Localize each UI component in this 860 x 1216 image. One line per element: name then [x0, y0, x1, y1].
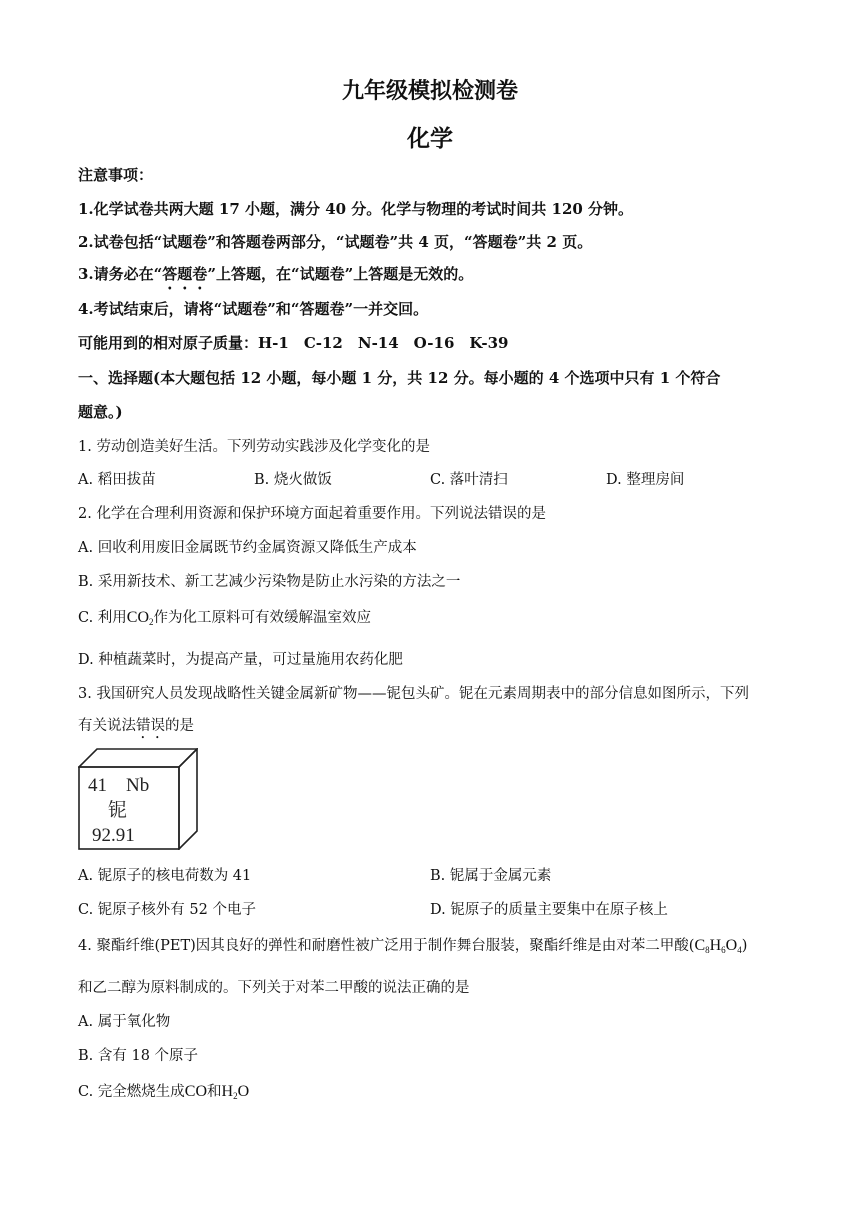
note-item-2: 2.试卷包括“试题卷”和答题卷两部分，“试题卷”共 4 页，“答题卷”共 2 页。 — [78, 233, 593, 251]
cell-side-face — [179, 749, 197, 849]
q4-stem-line1 — [78, 934, 747, 955]
q2-option-c-before: C. 利用 — [78, 610, 127, 626]
exam-title: 九年级模拟检测卷 — [341, 78, 518, 104]
q4-h2o-o: O — [237, 1083, 250, 1100]
q2-option-c-after: 作为化工原料可有效缓解温室效应 — [153, 610, 372, 626]
section-heading-line1: 一、选择题(本大题包括 12 小题，每小题 1 分，共 12 分。每小题的 4 个选项中只有 1 个符合 — [78, 369, 721, 387]
note-item-3-after: ”上答题，在“试题卷”上答题是无效的。 — [207, 265, 474, 283]
q2-co2-formula — [127, 609, 154, 626]
q3-stem-after: 的是 — [165, 718, 194, 734]
q4-stem-end: ) — [741, 938, 748, 954]
q4-option-a: A. 属于氧化物 — [78, 1014, 171, 1030]
note-item-4: 4.考试结束后，请将“试题卷”和“答题卷”一并交回。 — [78, 300, 429, 318]
q2-option-c — [78, 606, 371, 627]
q4-option-c-mid: 和 — [207, 1084, 222, 1100]
notes-heading: 注意事项： — [78, 166, 154, 184]
q2-co2-sub: 2 — [149, 617, 154, 627]
q1-stem: 1. 劳动创造美好生活。下列劳动实践涉及化学变化的是 — [78, 439, 430, 455]
q1-option-d: D. 整理房间 — [606, 472, 685, 488]
q3-stem-line2 — [78, 714, 194, 742]
q3-option-d: D. 铌原子的质量主要集中在原子核上 — [430, 902, 668, 918]
q4-formula-h: H — [709, 937, 722, 954]
q3-stem-before: 有关说法 — [78, 718, 136, 734]
q3-stem-line1: 3. 我国研究人员发现战略性关键金属新矿物——铌包头矿。铌在元素周期表中的部分信息如图所示，下列 — [78, 686, 749, 702]
periodic-table-cell — [78, 748, 198, 850]
q3-option-b: B. 铌属于金属元素 — [430, 868, 552, 884]
q4-formula-c-sub: 8 — [705, 945, 710, 955]
q4-h2o-h: H — [221, 1083, 234, 1100]
q2-option-d: D. 种植蔬菜时，为提高产量，可过量施用农药化肥 — [78, 652, 403, 668]
q4-option-b: B. 含有 18 个原子 — [78, 1048, 199, 1064]
q4-co-formula: CO — [184, 1083, 208, 1100]
element-symbol: Nb — [126, 775, 150, 796]
q4-option-c-before: C. 完全燃烧生成 — [78, 1084, 185, 1100]
subject-title: 化学 — [407, 125, 453, 152]
q4-formula-o: O — [725, 937, 738, 954]
q1-option-c: C. 落叶清扫 — [430, 472, 508, 488]
cell-top-face — [79, 749, 197, 767]
atomic-masses: 可能用到的相对原子质量：H-1 C-12 N-14 O-16 K-39 — [78, 334, 509, 352]
q4-stem-line2: 和乙二醇为原料制成的。下列关于对苯二甲酸的说法正确的是 — [78, 980, 470, 996]
q4-h2o-formula — [222, 1083, 250, 1100]
q4-formula-h-sub: 6 — [721, 945, 726, 955]
note-item-1: 1.化学试卷共两大题 17 小题，满分 40 分。化学与物理的考试时间共 120 分钟。 — [78, 200, 634, 218]
q4-formula-o-sub: 4 — [737, 945, 742, 955]
element-number: 41 — [88, 775, 107, 796]
q2-stem: 2. 化学在合理利用资源和保护环境方面起着重要作用。下列说法错误的是 — [78, 506, 546, 522]
q2-option-a: A. 回收利用废旧金属既节约金属资源又降低生产成本 — [78, 540, 417, 556]
q2-co2-main: CO — [126, 609, 150, 626]
q4-option-c — [78, 1080, 249, 1101]
q4-formula-c: C — [694, 937, 706, 954]
element-mass: 92.91 — [92, 825, 135, 846]
q2-option-b: B. 采用新技术、新工艺减少污染物是防止水污染的方法之一 — [78, 574, 461, 590]
q1-option-b: B. 烧火做饭 — [254, 472, 332, 488]
q3-stem-dotted: 错误 — [136, 718, 165, 734]
q4-h2o-sub: 2 — [233, 1091, 238, 1101]
q1-option-a: A. 稻田拔苗 — [78, 472, 156, 488]
element-name: 铌 — [108, 799, 128, 821]
q3-option-c: C. 铌原子核外有 52 个电子 — [78, 902, 256, 918]
q3-option-a: A. 铌原子的核电荷数为 41 — [78, 868, 252, 884]
q4-formula — [694, 937, 741, 954]
section-heading-line2: 题意。) — [78, 403, 123, 421]
note-item-3 — [78, 263, 473, 293]
note-item-3-dotted: 答题卷 — [162, 265, 208, 283]
q4-stem-text: 4. 聚酯纤维(PET)因其良好的弹性和耐磨性被广泛用于制作舞台服装，聚酯纤维是由对苯二甲酸( — [78, 938, 695, 954]
note-item-3-before: 3.请务必在“ — [78, 265, 163, 283]
